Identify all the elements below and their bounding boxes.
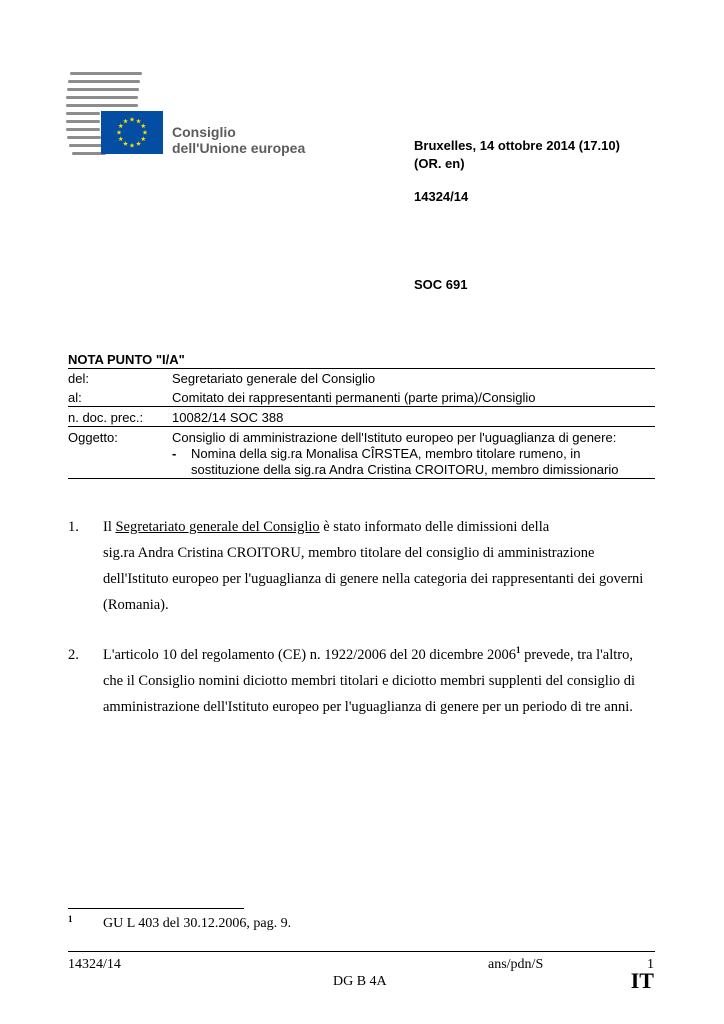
paragraph-2-line-3: amministrazione dell'Istituto europeo per l'uguaglianza di genere per un periodo di tre anni.: [103, 699, 633, 715]
paragraph-1-line-4: (Romania).: [103, 597, 169, 613]
row-value-prev-doc: 10082/14 SOC 388: [172, 410, 284, 425]
paragraph-number: 1.: [68, 519, 79, 535]
eu-flag-icon: [101, 111, 163, 154]
council-name-line2: dell'Unione europea: [172, 140, 306, 156]
document-code: SOC 691: [414, 277, 468, 292]
flag-star: [118, 136, 123, 141]
row-value-del: Segretariato generale del Consiglio: [172, 371, 376, 386]
row-label-del: del:: [68, 371, 89, 386]
footnote-text: GU L 403 del 30.12.2006, pag. 9.: [103, 916, 292, 931]
text: L'articolo 10 del regolamento (CE) n. 1922/2006 del 20 dicembre 2006: [103, 647, 516, 663]
date-line: Bruxelles, 14 ottobre 2014 (17.10): [414, 138, 620, 153]
language-code: IT: [630, 968, 654, 993]
subject-bullet-line2: sostituzione della sig.ra Andra Cristina CROITORU, membro dimissionario: [191, 462, 619, 477]
text: è stato informato delle dimissioni della: [319, 519, 550, 535]
row-value-al: Comitato dei rappresentanti permanenti (parte prima)/Consiglio: [172, 390, 536, 405]
footer-page-number: 1: [647, 957, 654, 972]
row-label-al: al:: [68, 390, 82, 405]
footer-doc-number: 14324/14: [68, 957, 121, 972]
paragraph-number: 2.: [68, 647, 79, 663]
flag-star: [123, 141, 128, 146]
divider: [68, 368, 655, 369]
text: prevede, tra l'altro,: [520, 647, 633, 663]
flag-star: [130, 117, 135, 122]
original-language: (OR. en): [414, 156, 465, 171]
row-label-subject: Oggetto:: [68, 430, 118, 445]
subject-bullet-line1: Nomina della sig.ra Monalisa CÎRSTEA, membro titolare rumeno, in: [191, 446, 581, 461]
footnote-mark: 1: [68, 914, 73, 924]
flag-star: [130, 143, 135, 148]
footnote-divider: [68, 908, 244, 909]
row-label-prev-doc: n. doc. prec.:: [68, 410, 144, 425]
footer-dg: DG B 4A: [333, 974, 387, 989]
flag-star: [136, 119, 141, 124]
secretariat-link[interactable]: Segretariato generale del Consiglio: [115, 519, 320, 535]
footnote-ref[interactable]: 1: [515, 645, 521, 655]
flag-star: [141, 136, 146, 141]
document-number: 14324/14: [414, 189, 469, 204]
paragraph-1-line-2: sig.ra Andra Cristina CROITORU, membro titolare del consiglio di amministrazione: [103, 545, 595, 561]
flag-star: [141, 123, 146, 128]
flag-star: [117, 130, 122, 135]
row-value-subject: Consiglio di amministrazione dell'Istituto europeo per l'uguaglianza di genere:: [172, 430, 617, 445]
paragraph-1-line-3: dell'Istituto europeo per l'uguaglianza di genere nella categoria dei rappresentanti dei governi: [103, 571, 644, 587]
nota-title: NOTA PUNTO "I/A": [68, 352, 185, 367]
footer-divider: [68, 951, 655, 952]
flag-star: [118, 123, 123, 128]
council-name-line1: Consiglio: [172, 124, 236, 140]
divider: [68, 478, 655, 479]
council-name: [172, 124, 305, 156]
footer-reference: ans/pdn/S: [488, 957, 544, 972]
flag-star: [136, 141, 141, 146]
paragraph-1-line-1: [103, 519, 549, 536]
flag-star: [143, 130, 148, 135]
paragraph-2-line-2: che il Consiglio nomini diciotto membri titolari e diciotto membri supplenti del consiglio di: [103, 673, 636, 689]
divider: [68, 426, 655, 427]
paragraph-2-line-1: [103, 647, 633, 664]
text: Il: [103, 519, 116, 535]
flag-star: [123, 119, 128, 124]
divider: [68, 406, 655, 407]
bullet-dash: -: [172, 446, 177, 461]
